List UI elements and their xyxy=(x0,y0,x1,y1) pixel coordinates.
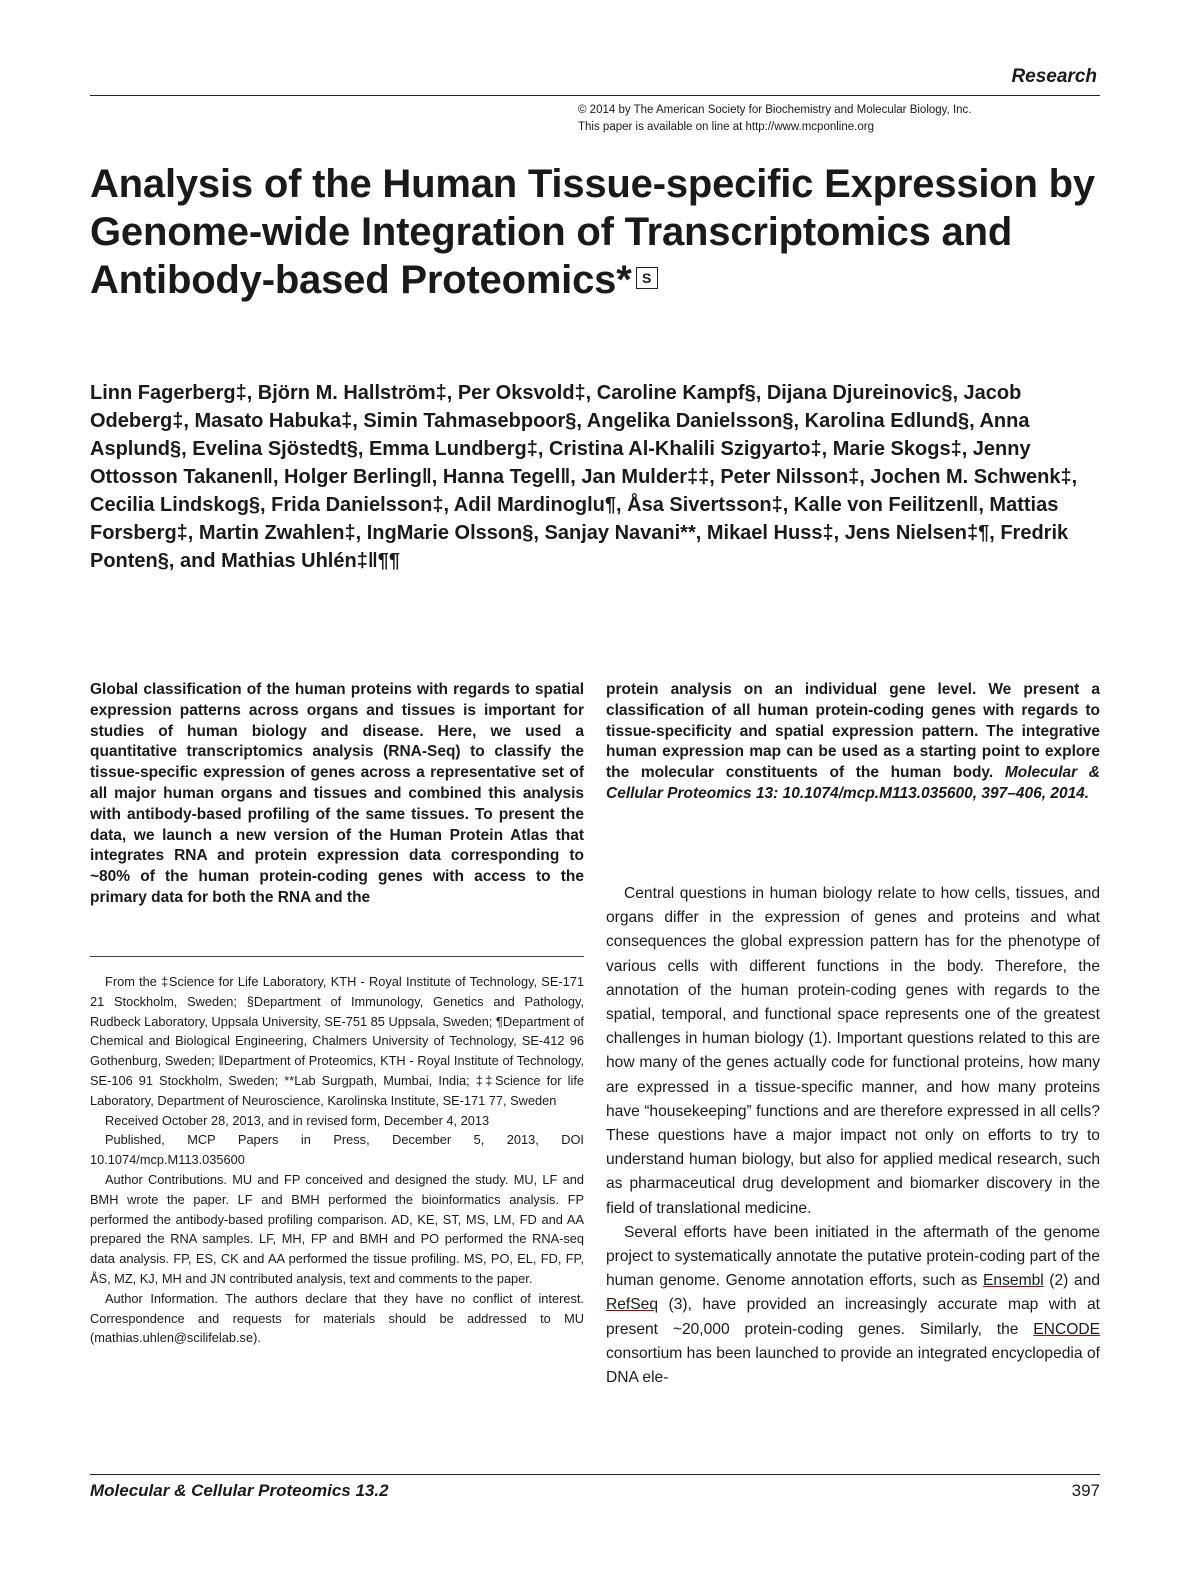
body-paragraph-2 xyxy=(606,1221,1100,1390)
footer-rule xyxy=(90,1474,1100,1475)
article-title xyxy=(90,160,1100,304)
author-list: Linn Fagerberg‡, Björn M. Hallström‡, Per Oksvold‡, Caroline Kampf§, Dijana Djureinovic§, Jacob Odeberg‡, Masato Habuka‡, Simin Tahmasebpoor§, Angelika Danielsson§, Karolina Edlund§, Anna Asplund§, Evelina Sjöstedt§, Emma Lundberg‡, Cristina Al-Khalili Szigyarto‡, Marie Skogs‡, Jenny Ottosson Takanen‖, Holger Berling‖, Hanna Tegel‖, Jan Mulder‡‡, Peter Nilsson‡, Jochen M. Schwenk‡, Cecilia Lindskog§, Frida Danielsson‡, Adil Mardinoglu¶, Åsa Sivertsson‡, Kalle von Feilitzen‖, Mattias Forsberg‡, Martin Zwahlen‡, IngMarie Olsson§, Sanjay Navani**, Mikael Huss‡, Jens Nielsen‡¶, Fredrik Ponten§, and Mathias Uhlén‡‖¶¶ xyxy=(90,382,1078,572)
abstract-column-left: Global classification of the human proteins with regards to spatial expression patterns across organs and tissues is important for studies of human biology and disease. Here, we used a quantitative transcriptomics analysis (RNA-Seq) to classify the tissue-specific expression of genes across a representative set of all major human organs and tissues and combined this analysis with antibody-based profiling of the same tissues. To present the data, we launch a new version of the Human Protein Atlas that integrates RNA and protein expression data corresponding to ~80% of the human protein-coding genes with access to the primary data for both the RNA and the xyxy=(90,681,584,906)
contributions-footnote: Author Contributions. MU and FP conceived and designed the study. MU, LF and BMH wrote the paper. LF and BMH performed the bioinformatics analysis. FP performed the antibody-based profiling comparison. AD, KE, ST, MS, LM, FD and AA prepared the RNA samples. LF, MH, FP and BMH and PO performed the RNA-seq data analysis. FP, ES, CK and AA performed the tissue profiling. MS, PO, EL, FD, FP, ÅS, MZ, KJ, MH and JN contributed analysis, text and comments to the paper. xyxy=(90,1171,584,1286)
footnotes xyxy=(90,972,584,1348)
body-paragraph-2-text: Several efforts have been initiated in the aftermath of the genome project to systematically annotate the putative protein-coding part of the human genome. Genome annotation efforts, such as xyxy=(606,1223,1100,1290)
refseq-link[interactable]: RefSeq xyxy=(606,1296,659,1314)
page-number: 397 xyxy=(1071,1481,1100,1500)
abstract-column-right xyxy=(606,680,1100,805)
abstract-citation: Molecular & Cellular Proteomics 13: 10.1074/mcp.M113.035600, 397–406, 2014. xyxy=(606,764,1100,802)
ensembl-link[interactable]: Ensembl xyxy=(983,1272,1044,1290)
footnote-rule xyxy=(90,956,584,957)
author-information-footnote: Author Information. The authors declare that they have no conflict of interest. Correspondence and requests for materials should be addressed to MU (mathias.uhlen@scilifelab.se). xyxy=(90,1290,584,1346)
copyright-notice xyxy=(578,102,1098,136)
affiliations-footnote: From the ‡Science for Life Laboratory, KTH - Royal Institute of Technology, SE-171 21 Stockholm, Sweden; §Department of Immunology, Genetics and Pathology, Rudbeck Laboratory, Uppsala University, SE-751 85 Uppsala, Sweden; ¶Department of Chemical and Biological Engineering, Chalmers University of Technology, SE-412 96 Gothenburg, Sweden; ‖Department of Proteomics, KTH - Royal Institute of Technology, SE-106 91 Stockholm, Sweden; **Lab Surgpath, Mumbai, India; ‡‡Science for life Laboratory, Department of Neuroscience, Karolinska Institute, SE-171 77, Sweden xyxy=(90,974,584,1108)
supplemental-material-icon[interactable]: S xyxy=(636,267,658,289)
section-label: Research xyxy=(1011,66,1097,87)
journal-footer: Molecular & Cellular Proteomics 13.2 xyxy=(90,1481,389,1500)
body-text xyxy=(606,882,1100,1390)
copyright-line: © 2014 by The American Society for Biochemistry and Molecular Biology, Inc. xyxy=(578,104,972,116)
header-rule xyxy=(90,95,1100,96)
abstract-text-right: protein analysis on an individual gene level. We present a classification of all human protein-coding genes with regards to tissue-specificity and spatial expression pattern. The integrative human expression map can be used as a starting point to explore the molecular constituents of the human body. xyxy=(606,681,1100,782)
received-footnote: Received October 28, 2013, and in revised form, December 4, 2013 xyxy=(105,1112,490,1128)
body-paragraph-2-text: (2) and xyxy=(1043,1272,1100,1290)
body-paragraph-2-text: consortium has been launched to provide an integrated encyclopedia of DNA ele- xyxy=(606,1344,1100,1387)
body-paragraph-1: Central questions in human biology relate to how cells, tissues, and organs differ in the expression of genes and proteins and what consequences the global expression pattern has for the phenotype of various cells with different functions in the body. Therefore, the annotation of the human protein-coding genes with regards to the spatial, temporal, and functional space represents one of the greatest challenges in human biology (1). Important questions related to this are how many of the genes actually code for functional proteins, how many are expressed in a tissue-specific manner, and how many proteins have “housekeeping” functions and are therefore expressed in all cells? These questions have a major impact not only on efforts to try to understand human biology, but also for applied medical research, such as pharmaceutical drug development and biomarker discovery in the field of translational medicine. xyxy=(606,885,1100,1217)
article-title-text: Analysis of the Human Tissue-specific Expression by Genome-wide Integration of Transcriptomics and Antibody-based Proteomics* xyxy=(90,162,1095,302)
body-paragraph-2-text: (3), have provided an increasingly accurate map with at present ~20,000 protein-coding genes. Similarly, the xyxy=(606,1296,1100,1338)
encode-link[interactable]: ENCODE xyxy=(1033,1320,1100,1338)
availability-line: This paper is available on line at http://www.mcponline.org xyxy=(578,121,874,133)
published-footnote: Published, MCP Papers in Press, December 5, 2013, DOI 10.1074/mcp.M113.035600 xyxy=(90,1132,584,1168)
